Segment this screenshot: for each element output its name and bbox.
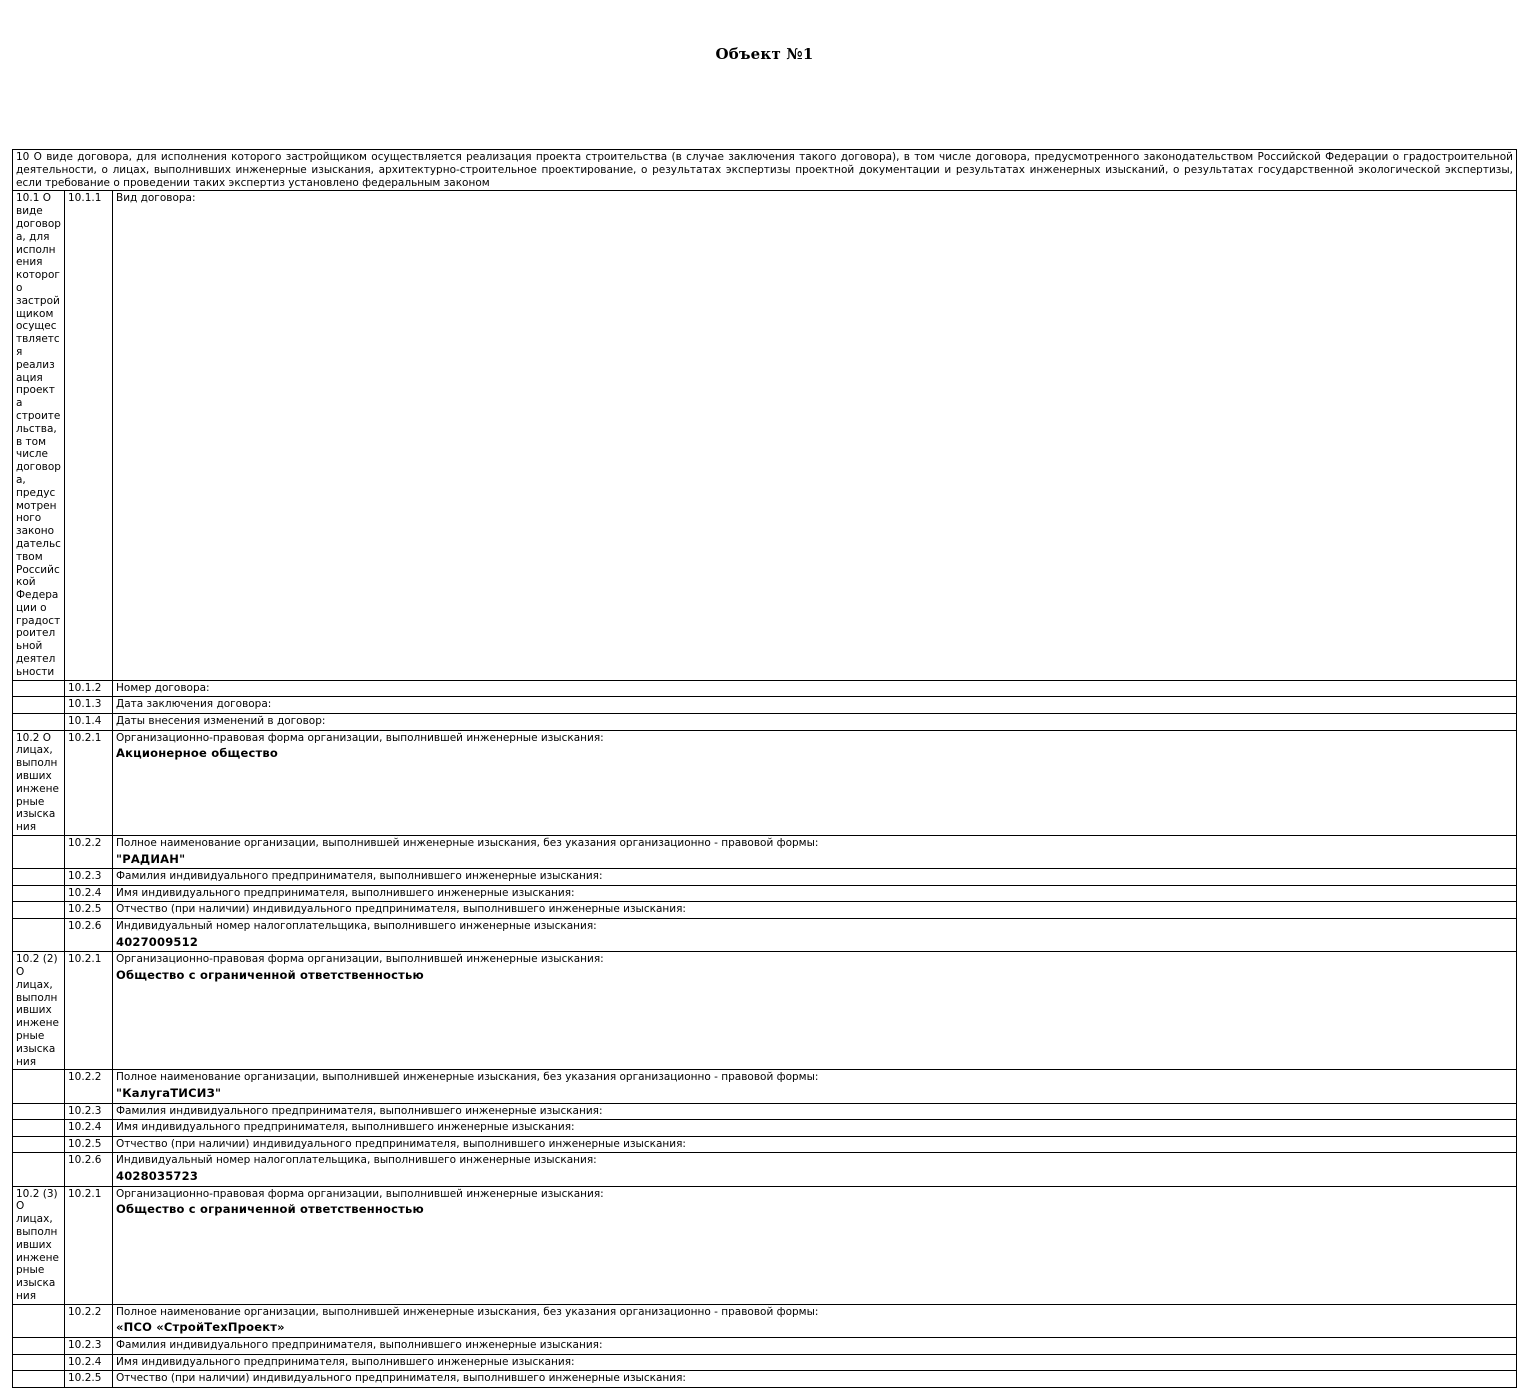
- field-cell: [113, 1337, 1517, 1354]
- group-label-10-2: 10.2 О лицах, выполнивших инженерные изыскания: [13, 730, 65, 835]
- group-label-spacer: [13, 1304, 65, 1337]
- section-header-text: 10 О виде договора, для исполнения которого застройщиком осуществляется реализация проекта строительства (в случае заключения такого договора), в том числе договора, предусмотренного законодательством Российской Федерации о градостроительной деятельности, о лицах, выполнивших инженерные изыскания, архитектурно-строительное проектирование, о результатах экспертизы проектной документации и результатах инженерных изысканий, о результатах государственной экологической экспертизы, если требование о проведении таких экспертиз установлено федеральным законом: [13, 150, 1517, 191]
- field-cell: [113, 730, 1517, 835]
- field-cell: [113, 1354, 1517, 1371]
- group-label-spacer: [13, 902, 65, 919]
- field-cell: [113, 1371, 1517, 1388]
- table-row: [13, 1120, 1517, 1137]
- field-value: Акционерное общество: [116, 746, 278, 761]
- table-row-section-header: [13, 150, 1517, 191]
- table-row: [13, 1371, 1517, 1388]
- field-cell: [113, 885, 1517, 902]
- table-row: [13, 1103, 1517, 1120]
- field-code: 10.2.1: [65, 730, 113, 835]
- field-value: 4027009512: [116, 934, 199, 949]
- group-label-spacer: [13, 1103, 65, 1120]
- group-label-spacer: [13, 1337, 65, 1354]
- group-label-spacer: [13, 1070, 65, 1103]
- field-code: 10.2.5: [65, 1136, 113, 1153]
- field-code: 10.2.5: [65, 902, 113, 919]
- group-label-spacer: [13, 1153, 65, 1186]
- field-cell: [113, 680, 1517, 697]
- table-row: [13, 697, 1517, 714]
- group-label-10-1: 10.1 О виде договора, для исполнения которого застройщиком осуществляется реализация проекта строительства, в том числе договора, предусмотренного законодательством Российской Федерации о градостроительной деятельности: [13, 191, 65, 680]
- field-code: 10.2.5: [65, 1371, 113, 1388]
- field-code: 10.2.2: [65, 1070, 113, 1103]
- field-cell: [113, 869, 1517, 886]
- field-label: Фамилия индивидуального предпринимателя, выполнившего инженерные изыскания:: [116, 1104, 603, 1117]
- field-code: 10.2.1: [65, 952, 113, 1070]
- field-code: 10.2.3: [65, 869, 113, 886]
- table-row: [13, 835, 1517, 868]
- table-row: [13, 919, 1517, 952]
- field-cell: [113, 902, 1517, 919]
- field-label: Имя индивидуального предпринимателя, выполнившего инженерные изыскания:: [116, 1121, 575, 1134]
- field-cell: [113, 835, 1517, 868]
- group-label-spacer: [13, 919, 65, 952]
- table-row: [13, 885, 1517, 902]
- field-code: 10.1.2: [65, 680, 113, 697]
- group-label-spacer: [13, 1354, 65, 1371]
- table-row: [13, 713, 1517, 730]
- field-code: 10.2.1: [65, 1186, 113, 1304]
- field-value: Общество с ограниченной ответственностью: [116, 967, 424, 982]
- field-label: Полное наименование организации, выполнившей инженерные изыскания, без указания организационно - правовой формы:: [116, 836, 819, 849]
- table-row: [13, 952, 1517, 1070]
- field-code: 10.2.2: [65, 1304, 113, 1337]
- table-row: [13, 1186, 1517, 1304]
- group-label-spacer: [13, 1120, 65, 1137]
- field-cell: [113, 1186, 1517, 1304]
- field-label: Организационно-правовая форма организации, выполнившей инженерные изыскания:: [116, 953, 604, 966]
- field-label: Номер договора:: [116, 681, 210, 694]
- group-label-spacer: [13, 869, 65, 886]
- table-row: [13, 1304, 1517, 1337]
- field-cell: [113, 1120, 1517, 1137]
- field-cell: [113, 919, 1517, 952]
- field-label: Отчество (при наличии) индивидуального предпринимателя, выполнившего инженерные изыскания:: [116, 1137, 686, 1150]
- table-row: [13, 1337, 1517, 1354]
- group-label-spacer: [13, 680, 65, 697]
- group-label-spacer: [13, 885, 65, 902]
- field-value: Общество с ограниченной ответственностью: [116, 1202, 424, 1217]
- group-label-spacer: [13, 835, 65, 868]
- table-row: [13, 1136, 1517, 1153]
- field-value: 4028035723: [116, 1169, 199, 1184]
- field-code: 10.2.6: [65, 919, 113, 952]
- field-cell: [113, 1304, 1517, 1337]
- field-label: Имя индивидуального предпринимателя, выполнившего инженерные изыскания:: [116, 1355, 575, 1368]
- field-cell: [113, 952, 1517, 1070]
- table-row: [13, 730, 1517, 835]
- group-label-10-2-3: 10.2 (3) О лицах, выполнивших инженерные изыскания: [13, 1186, 65, 1304]
- field-label: Полное наименование организации, выполнившей инженерные изыскания, без указания организационно - правовой формы:: [116, 1071, 819, 1084]
- table-row: [13, 191, 1517, 680]
- field-value: "КалугаТИСИЗ": [116, 1086, 222, 1101]
- field-code: 10.2.6: [65, 1153, 113, 1186]
- field-cell: [113, 713, 1517, 730]
- group-label-spacer: [13, 1136, 65, 1153]
- field-cell: [113, 697, 1517, 714]
- group-label-spacer: [13, 1371, 65, 1388]
- field-label: Даты внесения изменений в договор:: [116, 714, 326, 727]
- field-code: 10.1.4: [65, 713, 113, 730]
- field-label: Полное наименование организации, выполнившей инженерные изыскания, без указания организационно - правовой формы:: [116, 1305, 819, 1318]
- field-code: 10.2.3: [65, 1103, 113, 1120]
- document-page: [0, 45, 1529, 1385]
- field-value: «ПСО «СтройТехПроект»: [116, 1320, 285, 1335]
- field-label: Организационно-правовая форма организации, выполнившей инженерные изыскания:: [116, 1187, 604, 1200]
- field-label: Отчество (при наличии) индивидуального предпринимателя, выполнившего инженерные изыскания:: [116, 903, 686, 916]
- group-label-spacer: [13, 697, 65, 714]
- table-row: [13, 1153, 1517, 1186]
- field-label: Отчество (при наличии) индивидуального предпринимателя, выполнившего инженерные изыскания:: [116, 1372, 686, 1385]
- group-label-spacer: [13, 713, 65, 730]
- field-cell: [113, 1103, 1517, 1120]
- table-row: [13, 680, 1517, 697]
- field-label: Вид договора:: [116, 192, 196, 205]
- field-label: Фамилия индивидуального предпринимателя, выполнившего инженерные изыскания:: [116, 870, 603, 883]
- field-value: "РАДИАН": [116, 851, 186, 866]
- field-label: Имя индивидуального предпринимателя, выполнившего инженерные изыскания:: [116, 886, 575, 899]
- field-cell: [113, 1153, 1517, 1186]
- field-code: 10.2.4: [65, 885, 113, 902]
- field-label: Дата заключения договора:: [116, 698, 272, 711]
- group-label-10-2-2: 10.2 (2) О лицах, выполнивших инженерные изыскания: [13, 952, 65, 1070]
- table-row: [13, 902, 1517, 919]
- field-cell: [113, 1136, 1517, 1153]
- declaration-table-wrapper: [12, 149, 1517, 1388]
- field-label: Индивидуальный номер налогоплательщика, выполнившего инженерные изыскания:: [116, 1154, 597, 1167]
- table-row: [13, 1070, 1517, 1103]
- table-row: [13, 1354, 1517, 1371]
- field-label: Фамилия индивидуального предпринимателя, выполнившего инженерные изыскания:: [116, 1338, 603, 1351]
- field-code: 10.1.1: [65, 191, 113, 680]
- field-code: 10.2.2: [65, 835, 113, 868]
- field-cell: [113, 191, 1517, 680]
- field-code: 10.1.3: [65, 697, 113, 714]
- field-cell: [113, 1070, 1517, 1103]
- field-code: 10.2.4: [65, 1120, 113, 1137]
- page-title: Объект №1: [715, 45, 814, 63]
- field-label: Индивидуальный номер налогоплательщика, выполнившего инженерные изыскания:: [116, 920, 597, 933]
- field-label: Организационно-правовая форма организации, выполнившей инженерные изыскания:: [116, 731, 604, 744]
- declaration-table: [12, 149, 1517, 1388]
- field-code: 10.2.3: [65, 1337, 113, 1354]
- table-row: [13, 869, 1517, 886]
- field-code: 10.2.4: [65, 1354, 113, 1371]
